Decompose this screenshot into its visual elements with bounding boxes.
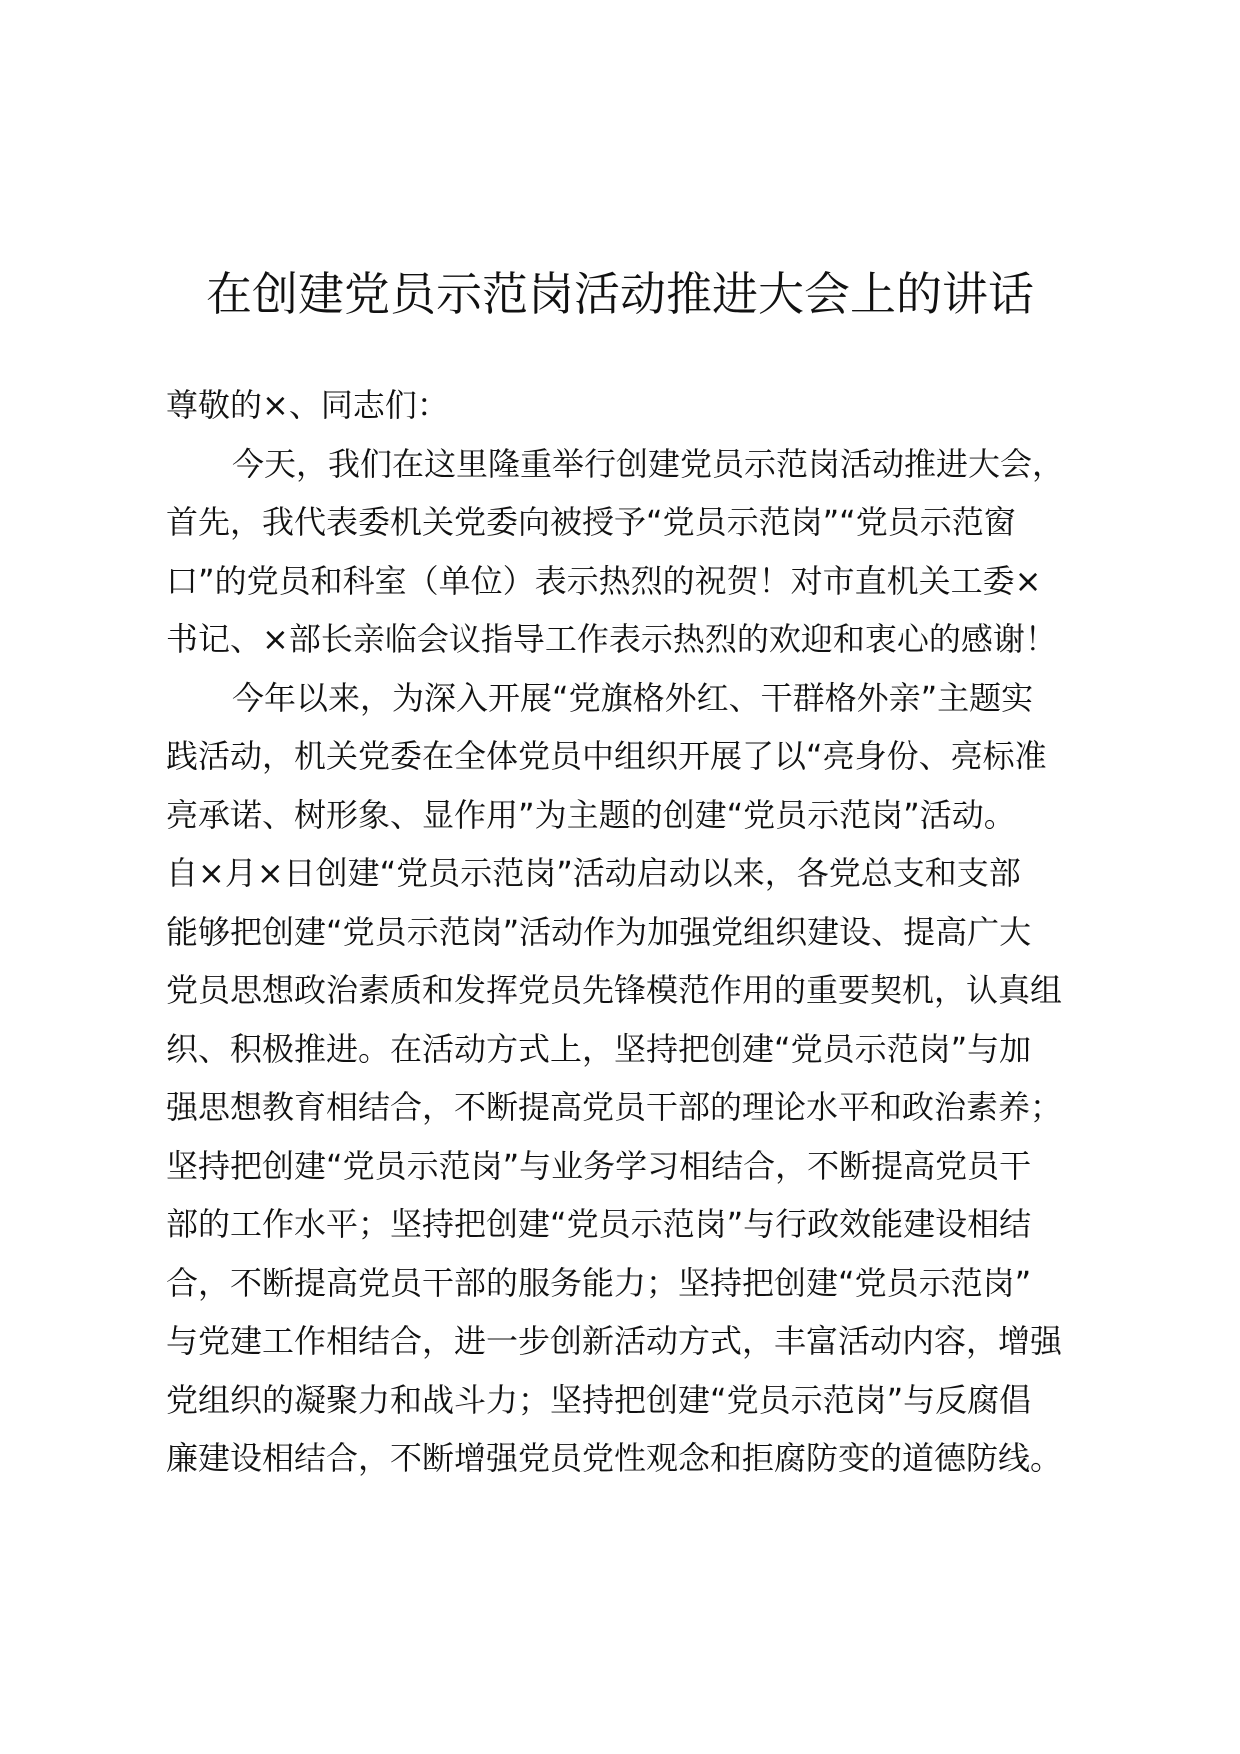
paragraph-2-line-5: 能够把创建“党员示范岗”活动作为加强党组织建设、提高广大 bbox=[166, 912, 1032, 951]
paragraph-2-line-14: 廉建设相结合，不断增强党员党性观念和拒腐防变的道德防线。 bbox=[166, 1439, 1063, 1477]
paragraph-2-line-7: 织、积极推进。在活动方式上，坚持把创建“党员示范岗”与加 bbox=[166, 1029, 1032, 1068]
salutation: 尊敬的×、同志们： bbox=[166, 386, 449, 424]
paragraph-2-line-8: 强思想教育相结合，不断提高党员干部的理论水平和政治素养； bbox=[166, 1088, 1063, 1126]
paragraph-2-line-4: 自×月×日创建“党员示范岗”活动启动以来，各党总支和支部 bbox=[166, 854, 1021, 892]
paragraph-2-line-12: 与党建工作相结合，进一步创新活动方式，丰富活动内容，增强 bbox=[166, 1322, 1063, 1360]
paragraph-2-line-6: 党员思想政治素质和发挥党员先锋模范作用的重要契机，认真组 bbox=[166, 971, 1063, 1009]
paragraph-2-line-9: 坚持把创建“党员示范岗”与业务学习相结合，不断提高党员干 bbox=[166, 1146, 1032, 1185]
paragraph-2-line-13: 党组织的凝聚力和战斗力；坚持把创建“党员示范岗”与反腐倡 bbox=[166, 1380, 1032, 1419]
paragraph-2-line-3: 亮承诺、树形象、显作用”为主题的创建“党员示范岗”活动。 bbox=[166, 795, 1016, 834]
document-body bbox=[166, 376, 1116, 1488]
paragraph-2-line-11: 合，不断提高党员干部的服务能力；坚持把创建“党员示范岗” bbox=[166, 1263, 1032, 1302]
paragraph-2-line-10: 部的工作水平；坚持把创建“党员示范岗”与行政效能建设相结 bbox=[166, 1205, 1032, 1243]
paragraph-1-line-4: 书记、×部长亲临会议指导工作表示热烈的欢迎和衷心的感谢！ bbox=[166, 620, 1057, 658]
paragraph-1-line-3: 口”的党员和科室（单位）表示热烈的祝贺！对市直机关工委× bbox=[166, 561, 1042, 600]
paragraph-1-line-1: 今天，我们在这里隆重举行创建党员示范岗活动推进大会， bbox=[232, 444, 1065, 483]
paragraph-2-line-1: 今年以来，为深入开展“党旗格外红、干群格外亲”主题实 bbox=[232, 678, 1034, 717]
paragraph-2-line-2: 践活动，机关党委在全体党员中组织开展了以“亮身份、亮标准 bbox=[166, 737, 1047, 775]
document-title: 在创建党员示范岗活动推进大会上的讲话 bbox=[206, 267, 1034, 321]
paragraph-1-line-2: 首先，我代表委机关党委向被授予“党员示范岗”“党员示范窗 bbox=[166, 503, 1016, 541]
